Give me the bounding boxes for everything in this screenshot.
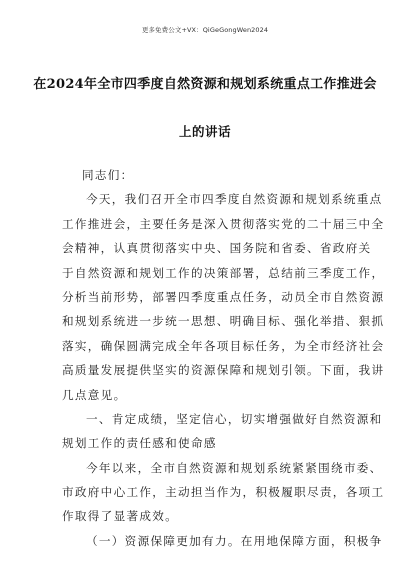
paragraph-2-line-3: 作取得了显著成效。 [62, 509, 179, 524]
document-title-line-2: 上的讲话 [178, 124, 231, 139]
paragraph-1-line-8: 高质量发展提供坚实的资源保障和规划引领。下面，我讲 [62, 363, 385, 378]
document-body [62, 163, 385, 553]
paragraph-1-line-6: 和规划系统进一步统一思想、明确目标、强化举措、狠抓 [62, 314, 385, 329]
paragraph-1-line-5: 分析当前形势，部署四季度重点任务，动员全市自然资源 [62, 289, 385, 304]
paragraph-2-line-1: 今年以来，全市自然资源和规划系统紧紧围绕市委、 [86, 460, 383, 475]
section-1-heading-line-2: 规划工作的责任感和使命感 [62, 436, 217, 451]
header-note: 更多免费公文+VX：QiGeGongWen2024 [141, 26, 269, 34]
paragraph-3-line-1: （一）资源保障更加有力。在用地保障方面，积极争 [86, 533, 383, 548]
paragraph-1-line-3: 会精神，认真贯彻落实中央、国务院和省委、省政府关 [62, 241, 372, 256]
paragraph-1-line-1: 今天，我们召开全市四季度自然资源和规划系统重点 [86, 192, 383, 207]
paragraph-2-line-2: 市政府中心工作，主动担当作为，积极履职尽责，各项工 [62, 485, 385, 500]
paragraph-1-line-2: 工作推进会，主要任务是深入贯彻落实党的二十届三中全 [62, 216, 385, 231]
paragraph-1-line-7: 落实，确保圆满完成全年各项目标任务，为全市经济社会 [62, 338, 385, 353]
paragraph-1-line-4: 于自然资源和规划工作的决策部署，总结前三季度工作， [62, 265, 385, 280]
document-title-line-1: 在2024年全市四季度自然资源和规划系统重点工作推进会 [33, 77, 377, 92]
paragraph-1-line-9: 几点意见。 [62, 387, 127, 402]
salutation: 同志们： [82, 168, 134, 182]
section-1-heading-line-1: 一、肯定成绩，坚定信心，切实增强做好自然资源和 [86, 411, 383, 426]
